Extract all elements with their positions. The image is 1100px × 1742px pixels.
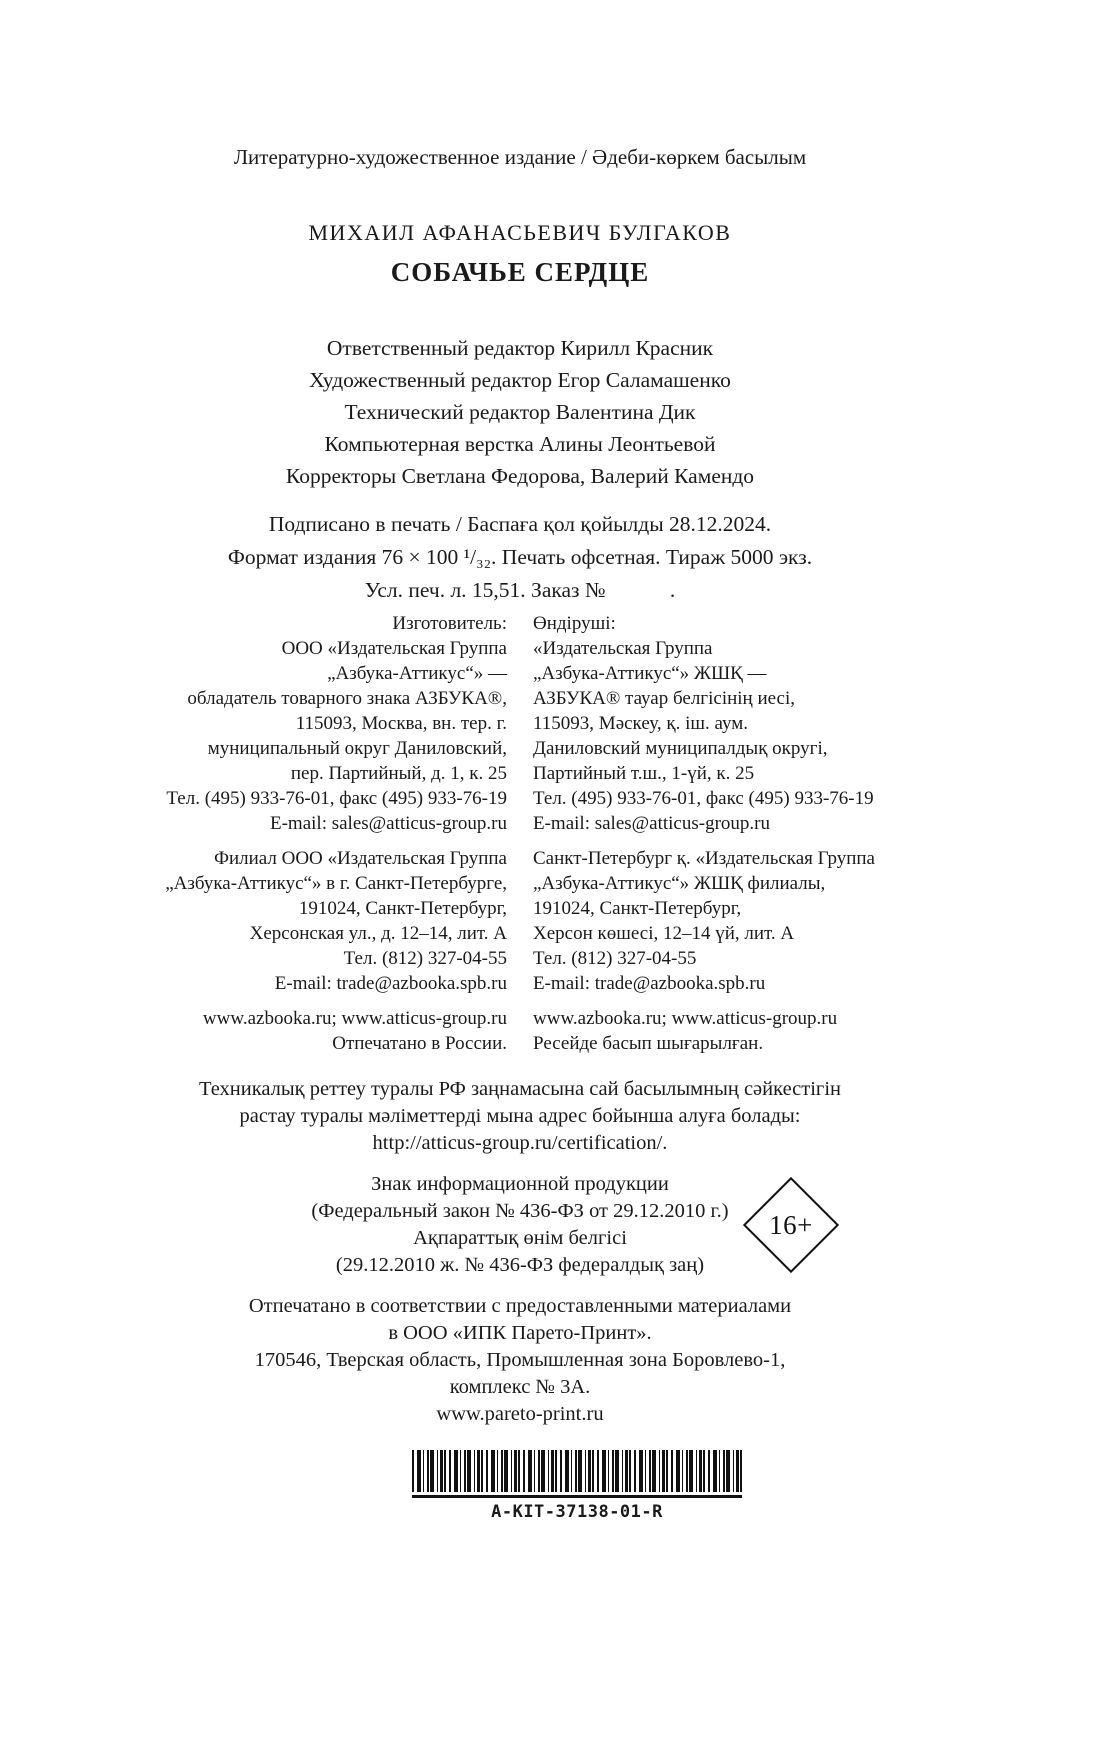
- text-line: www.pareto-print.ru: [436, 1403, 604, 1425]
- text-line: „Азбука-Аттикус“» ЖШҚ —: [533, 663, 767, 684]
- text-line: Компьютерная верстка Алины Леонтьевой: [324, 432, 716, 456]
- text-line: Ресейде басып шығарылған.: [533, 1033, 764, 1054]
- text-line: Ақпараттық өнім белгісі: [413, 1227, 627, 1249]
- text-line: Изготовитель:: [392, 613, 507, 634]
- certification-note: [0, 1076, 1040, 1157]
- text-line: Технический редактор Валентина Дик: [344, 400, 696, 424]
- text-line: пер. Партийный, д. 1, к. 25: [290, 763, 507, 784]
- text-line: Ответственный редактор Кирилл Красник: [326, 336, 714, 360]
- text-line: Тел. (812) 327-04-55: [533, 948, 697, 969]
- text-line: обладатель товарного знака АЗБУКА®,: [187, 688, 507, 709]
- text-line: комплекс № 3А.: [449, 1376, 591, 1398]
- text-line: E-mail: trade@azbooka.spb.ru: [533, 973, 766, 994]
- publisher-info-ru: [13, 611, 507, 836]
- text-line: www.azbooka.ru; www.atticus-group.ru: [533, 1008, 838, 1029]
- barcode-code: A-KIT-37138-01-R: [412, 1495, 742, 1522]
- book-author: МИХАИЛ АФАНАСЬЕВИЧ БУЛГАКОВ: [308, 220, 732, 245]
- text-line: Отпечатано в России.: [332, 1033, 507, 1054]
- websites-ru: [13, 1006, 507, 1056]
- text-line: Санкт-Петербург қ. «Издательская Группа: [533, 848, 875, 869]
- text-line: ООО «Издательская Группа: [281, 638, 507, 659]
- text-line: (29.12.2010 ж. № 436-ФЗ федералдық заң): [335, 1254, 705, 1276]
- barcode: [412, 1450, 742, 1492]
- text-line: Усл. печ. л. 15,51. Заказ № .: [364, 578, 676, 602]
- text-line: E-mail: trade@azbooka.spb.ru: [274, 973, 507, 994]
- text-line: Херсон көшесі, 12–14 үй, лит. А: [533, 923, 795, 944]
- text-line: E-mail: sales@atticus-group.ru: [270, 813, 507, 834]
- publisher-column-russian: [13, 611, 507, 1066]
- text-line: Өндіруші:: [533, 613, 616, 634]
- text-line: E-mail: sales@atticus-group.ru: [533, 813, 770, 834]
- text-line: Корректоры Светлана Федорова, Валерий Камендо: [285, 464, 755, 488]
- text-line: муниципальный округ Даниловский,: [207, 738, 507, 759]
- text-line: (Федеральный закон № 436-ФЗ от 29.12.2010 г.): [311, 1200, 729, 1222]
- text-line: Филиал ООО «Издательская Группа: [213, 848, 507, 869]
- book-title: СОБАЧЬЕ СЕРДЦЕ: [390, 257, 650, 287]
- text-line: „Азбука-Аттикус“» ЖШҚ филиалы,: [533, 873, 826, 894]
- text-line: Отпечатано в соответствии с предоставленными материалами: [248, 1295, 792, 1317]
- age-rating-label: 16+: [769, 1209, 813, 1240]
- branch-info-kz: [533, 846, 1027, 996]
- text-line: Тел. (495) 933-76-01, факс (495) 933-76-19: [533, 788, 874, 809]
- text-line: Формат издания 76 × 100 ¹/₃₂. Печать офсетная. Тираж 5000 экз.: [227, 545, 813, 569]
- barcode-section: [412, 1450, 742, 1522]
- text-line: „Азбука-Аттикус“» в г. Санкт-Петербурге,: [165, 873, 507, 894]
- text-line: www.azbooka.ru; www.atticus-group.ru: [202, 1008, 507, 1029]
- text-line: 191024, Санкт-Петербург,: [298, 898, 507, 919]
- text-line: Художественный редактор Егор Саламашенко: [309, 368, 731, 392]
- text-line: Тел. (495) 933-76-01, факс (495) 933-76-19: [166, 788, 507, 809]
- age-info-section: [0, 1171, 1040, 1279]
- text-line: 115093, Москва, вн. тер. г.: [295, 713, 507, 734]
- text-line: Партийный т.ш., 1-үй, к. 25: [533, 763, 755, 784]
- text-line: растау туралы мәліметтерді мына адрес бойынша алуға болады:: [239, 1105, 801, 1127]
- print-run-info-block: [0, 508, 1040, 607]
- text-line: Знак информационной продукции: [371, 1173, 669, 1195]
- text-line: http://atticus-group.ru/certification/.: [372, 1132, 668, 1154]
- text-line: АЗБУКА® тауар белгісінің иесі,: [533, 688, 795, 709]
- text-line: в ООО «ИПК Парето-Принт».: [388, 1322, 652, 1344]
- publisher-info-kz: [533, 611, 1027, 836]
- text-line: Даниловский муниципалдық округі,: [533, 738, 828, 759]
- websites-kz: [533, 1006, 1027, 1056]
- age-info-text: [0, 1171, 1040, 1279]
- text-line: Тел. (812) 327-04-55: [343, 948, 507, 969]
- text-line: 170546, Тверская область, Промышленная зона Боровлево-1,: [254, 1349, 786, 1371]
- printing-house-block: [0, 1293, 1040, 1428]
- edition-type-line: Литературно-художественное издание / Әдеби-көркем басылым: [233, 145, 807, 169]
- text-line: 115093, Мәскеу, қ. іш. аум.: [533, 713, 749, 734]
- publisher-columns: [0, 611, 1040, 1066]
- text-line: Херсонская ул., д. 12–14, лит. А: [249, 923, 507, 944]
- text-line: «Издательская Группа: [533, 638, 713, 659]
- text-line: Подписано в печать / Баспаға қол қойылды 28.12.2024.: [268, 512, 772, 536]
- branch-info-ru: [13, 846, 507, 996]
- text-line: Техникалық реттеу туралы РФ заңнамасына сай басылымның сәйкестігін: [198, 1078, 842, 1100]
- publisher-column-kazakh: [533, 611, 1027, 1066]
- editorial-staff-block: [0, 332, 1040, 492]
- text-line: 191024, Санкт-Петербург,: [533, 898, 742, 919]
- text-line: „Азбука-Аттикус“» —: [327, 663, 507, 684]
